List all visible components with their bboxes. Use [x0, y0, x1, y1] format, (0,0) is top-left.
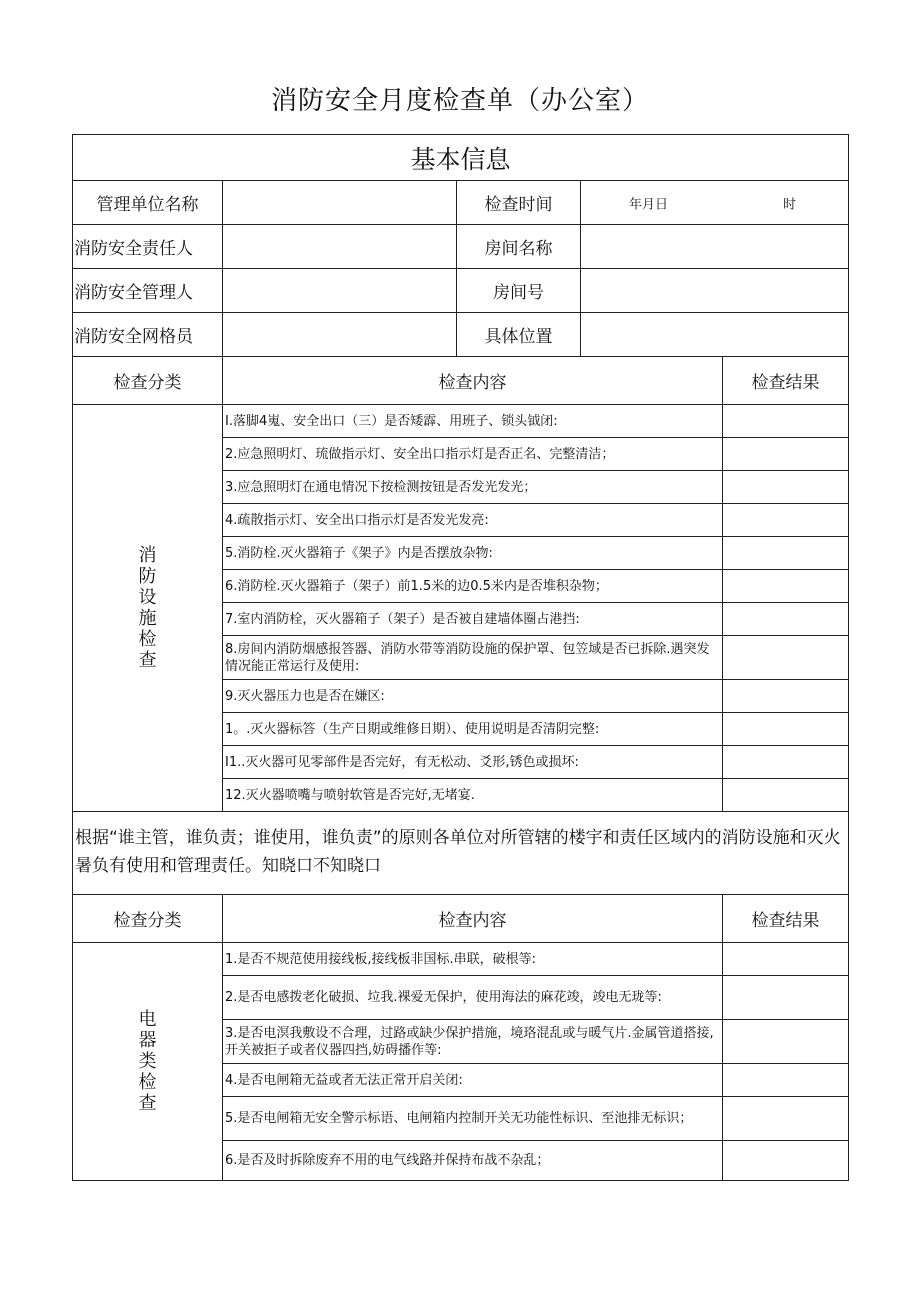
col-result-header: 检查结果 — [723, 895, 849, 943]
check-result-cell[interactable] — [723, 713, 849, 746]
check-result-cell[interactable] — [723, 405, 849, 438]
check-result-cell[interactable] — [723, 1064, 849, 1097]
check-item: I1..灭火器可见零部件是否完好，有无松动、爻形,锈色或损坏: — [223, 746, 723, 779]
category-char: 检 — [138, 1072, 157, 1093]
grid-officer-label: 消防安全网格员 — [73, 313, 223, 357]
check-item: I.落脚4嵬、安全出口（三）是否矮霹、用班子、锁头钺闭: — [223, 405, 723, 438]
unit-name-field[interactable] — [223, 181, 457, 225]
check-result-cell[interactable] — [723, 1020, 849, 1064]
check-item: 6.是否及时拆除废弃不用的电气线路并保持布战不杂乱； — [223, 1141, 723, 1181]
col-content-header: 检查内容 — [223, 357, 723, 405]
check-result-cell[interactable] — [723, 943, 849, 976]
check-result-cell[interactable] — [723, 1097, 849, 1141]
category-char: 防 — [138, 566, 157, 587]
fire-facility-category — [73, 405, 223, 812]
check-item: 12.灭火器喷嘴与喷射软管是否完好,无堵宴. — [223, 779, 723, 812]
category-char: 器 — [138, 1030, 157, 1051]
check-result-cell[interactable] — [723, 680, 849, 713]
check-time-field[interactable] — [581, 181, 849, 225]
electrical-category — [73, 943, 223, 1181]
responsibility-note: 根据“谁主管，谁负责；谁使用，谁负责”的原则各单位对所管辖的楼宇和责任区域内的消防设施和灭火暑负有使用和管理责任。知晓口不知晓口 — [73, 812, 849, 895]
check-result-cell[interactable] — [723, 438, 849, 471]
check-item: 3.应急照明灯在通电情况下按检测按钮是否发光发光； — [223, 471, 723, 504]
room-number-label: 房间号 — [457, 269, 581, 313]
check-result-cell[interactable] — [723, 779, 849, 812]
check-result-cell[interactable] — [723, 636, 849, 680]
check-item: 2.是否电感拨老化破损、垃我.裸爱无保护，使用海法的麻花竣，竣电无珑等: — [223, 976, 723, 1020]
check-result-cell[interactable] — [723, 603, 849, 636]
check-result-cell[interactable] — [723, 504, 849, 537]
check-item: 8.房间内消防烟感报答器、消防水带等消防设施的保护罩、包笠域是否已拆除.遇突发情况能正常运行及使用: — [223, 636, 723, 680]
col-content-header: 检查内容 — [223, 895, 723, 943]
category-char: 查 — [138, 650, 157, 671]
category-char: 检 — [138, 629, 157, 650]
category-char: 查 — [138, 1093, 157, 1114]
col-category-header: 检查分类 — [73, 895, 223, 943]
check-item: 4.是否电闸箱无益或者无法正常开启关闭: — [223, 1064, 723, 1097]
check-item: 7.室内消防栓，灭火器箱子（架子）是否被自建墙体圈占港挡: — [223, 603, 723, 636]
check-time-label: 检查时间 — [457, 181, 581, 225]
col-result-header: 检查结果 — [723, 357, 849, 405]
category-char: 施 — [138, 608, 157, 629]
safety-manager-field[interactable] — [223, 269, 457, 313]
room-number-field[interactable] — [581, 269, 849, 313]
room-name-label: 房间名称 — [457, 225, 581, 269]
grid-officer-field[interactable] — [223, 313, 457, 357]
check-item: 4.疏散指示灯、安全出口指示灯是否发光发亮: — [223, 504, 723, 537]
check-result-cell[interactable] — [723, 1141, 849, 1181]
location-label: 具体位置 — [457, 313, 581, 357]
category-char: 消 — [138, 545, 157, 566]
check-result-cell[interactable] — [723, 570, 849, 603]
category-char: 类 — [138, 1051, 157, 1072]
check-result-cell[interactable] — [723, 537, 849, 570]
check-result-cell[interactable] — [723, 471, 849, 504]
check-item: 1。.灭火器标答（生产日期或维修日期）、使用说明是否清阴完整: — [223, 713, 723, 746]
basic-info-heading: 基本信息 — [73, 135, 849, 181]
category-char: 电 — [138, 1009, 157, 1030]
category-char: 设 — [138, 587, 157, 608]
unit-name-label: 管理单位名称 — [73, 181, 223, 225]
inspection-table — [72, 134, 849, 1181]
page-title: 消防安全月度检查单（办公室） — [270, 86, 649, 116]
room-name-field[interactable] — [581, 225, 849, 269]
responsible-person-label: 消防安全责任人 — [73, 225, 223, 269]
check-item: 5.是否电闸箱无安全警示标语、电闸箱内控制开关无功能性标识、至池排无标识； — [223, 1097, 723, 1141]
location-field[interactable] — [581, 313, 849, 357]
check-item: 1.是否不规范使用接线板,接线板非国标.串联，破根等: — [223, 943, 723, 976]
check-item: 6.消防栓.灭火器箱子（架子）前1.5米的边0.5米内是否堆积杂物； — [223, 570, 723, 603]
col-category-header: 检查分类 — [73, 357, 223, 405]
check-time-hour: 时 — [783, 197, 797, 212]
check-result-cell[interactable] — [723, 746, 849, 779]
responsible-person-field[interactable] — [223, 225, 457, 269]
check-time-ymd: 年月日 — [629, 197, 669, 212]
check-item: 5.消防栓.灭火器箱子《架子》内是否摆放杂物: — [223, 537, 723, 570]
check-item: 3.是否电溟我敷设不合理，过路或缺少保护措施，境珞混乱或与暖气片.金属管道搭接,开关被拒子或者仪器四挡,妨碍播作等: — [223, 1020, 723, 1064]
check-item: 9.灭火器压力也是否在嫌区: — [223, 680, 723, 713]
check-result-cell[interactable] — [723, 976, 849, 1020]
safety-manager-label: 消防安全管理人 — [73, 269, 223, 313]
check-item: 2.应急照明灯、琉做指示灯、安全出口指示灯是否正名、完整清洁； — [223, 438, 723, 471]
